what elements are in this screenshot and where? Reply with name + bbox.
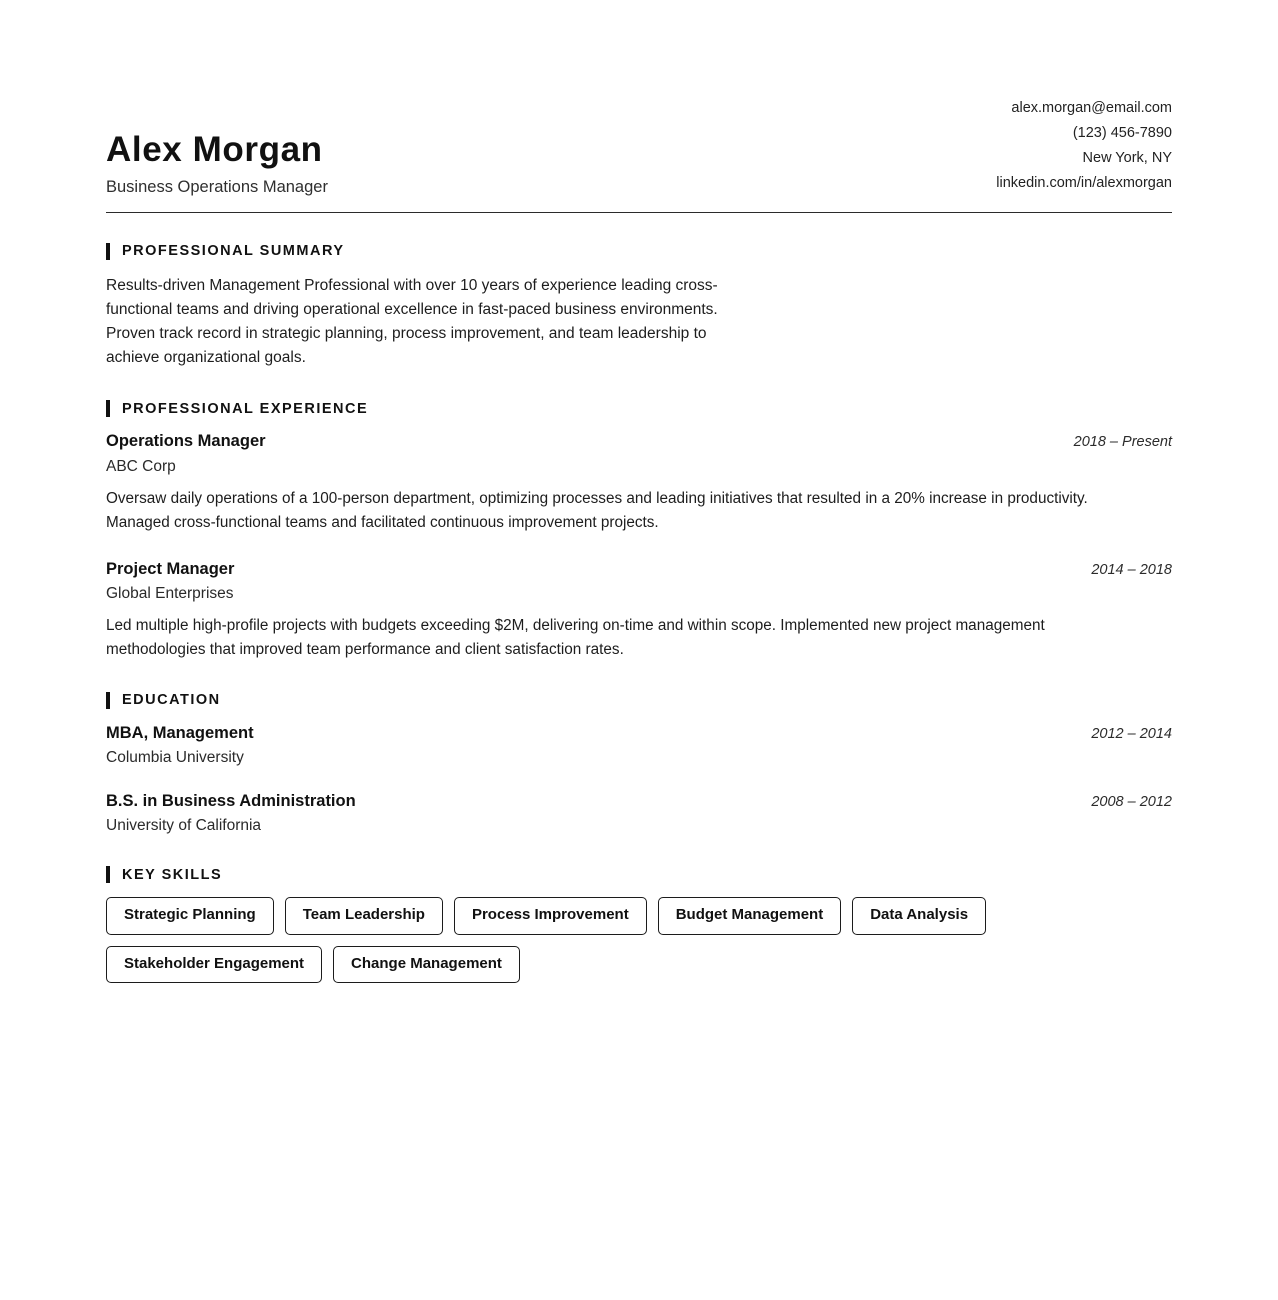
job-description: Led multiple high-profile projects with budgets exceeding $2M, delivering on-time and within scope. Implemented new project management methodologies that improved team performance and client satisfaction rates.	[106, 617, 1045, 659]
job-company: ABC Corp	[106, 458, 176, 476]
entry-header	[106, 723, 1172, 744]
section-header	[106, 243, 1172, 260]
skill-chip: Team Leadership	[285, 897, 443, 935]
skill-chip: Strategic Planning	[106, 897, 274, 935]
degree-dates: 2008 – 2012	[1091, 793, 1172, 810]
job-dates: 2018 – Present	[1073, 434, 1172, 451]
section-accent-bar-icon	[106, 866, 110, 883]
section-header	[106, 866, 1172, 883]
job-title: Operations Manager	[106, 432, 266, 451]
section-professional-summary	[106, 243, 1172, 371]
candidate-name: Alex Morgan	[106, 130, 323, 170]
skills-list	[106, 897, 1172, 983]
section-title: KEY SKILLS	[122, 866, 223, 883]
experience-entry	[106, 559, 1172, 662]
entry-header	[106, 559, 1172, 580]
school-name: Columbia University	[106, 749, 244, 767]
contact-block	[996, 96, 1172, 198]
skill-chip: Stakeholder Engagement	[106, 946, 322, 984]
skill-chip: Change Management	[333, 946, 520, 984]
section-accent-bar-icon	[106, 692, 110, 709]
candidate-role: Business Operations Manager	[106, 177, 328, 196]
contact-phone[interactable]: (123) 456-7890	[1072, 124, 1172, 141]
section-header	[106, 400, 1172, 417]
experience-entry	[106, 431, 1172, 534]
job-description: Oversaw daily operations of a 100-person department, optimizing processes and leading initiatives that resulted in a 20% increase in productivity. Managed cross-functional teams and facilitated continuous improvement projects.	[106, 490, 1088, 531]
contact-location: New York, NY	[1082, 149, 1172, 166]
summary-text: Results-driven Management Professional with over 10 years of experience leading cross-functional teams and driving operational excellence in fast-paced business environments. Proven track record in strategic planning, process improvement, and team leadership to achieve organizational goals.	[106, 276, 718, 367]
entry-header	[106, 791, 1172, 812]
school-name: University of California	[106, 817, 262, 835]
section-accent-bar-icon	[106, 400, 110, 417]
degree-title: MBA, Management	[106, 723, 254, 742]
degree-title: B.S. in Business Administration	[106, 791, 356, 810]
contact-email[interactable]: alex.morgan@email.com	[1011, 100, 1172, 116]
section-header	[106, 692, 1172, 709]
section-key-skills	[106, 866, 1172, 983]
skill-chip: Budget Management	[658, 897, 842, 935]
section-title: EDUCATION	[122, 692, 221, 709]
job-dates: 2014 – 2018	[1091, 561, 1172, 578]
skill-chip: Process Improvement	[454, 897, 647, 935]
degree-dates: 2012 – 2014	[1091, 725, 1172, 742]
job-company: Global Enterprises	[106, 585, 234, 603]
education-entry	[106, 791, 1172, 837]
skill-chip: Data Analysis	[852, 897, 986, 935]
job-title: Project Manager	[106, 559, 235, 578]
section-title: PROFESSIONAL SUMMARY	[122, 243, 345, 259]
section-accent-bar-icon	[106, 243, 110, 260]
identity-block	[106, 131, 328, 197]
section-education	[106, 692, 1172, 837]
education-entry	[106, 723, 1172, 769]
entry-header	[106, 431, 1172, 452]
section-professional-experience	[106, 400, 1172, 661]
resume-header	[106, 96, 1172, 213]
section-title: PROFESSIONAL EXPERIENCE	[122, 400, 369, 417]
contact-linkedin[interactable]: linkedin.com/in/alexmorgan	[996, 174, 1172, 191]
